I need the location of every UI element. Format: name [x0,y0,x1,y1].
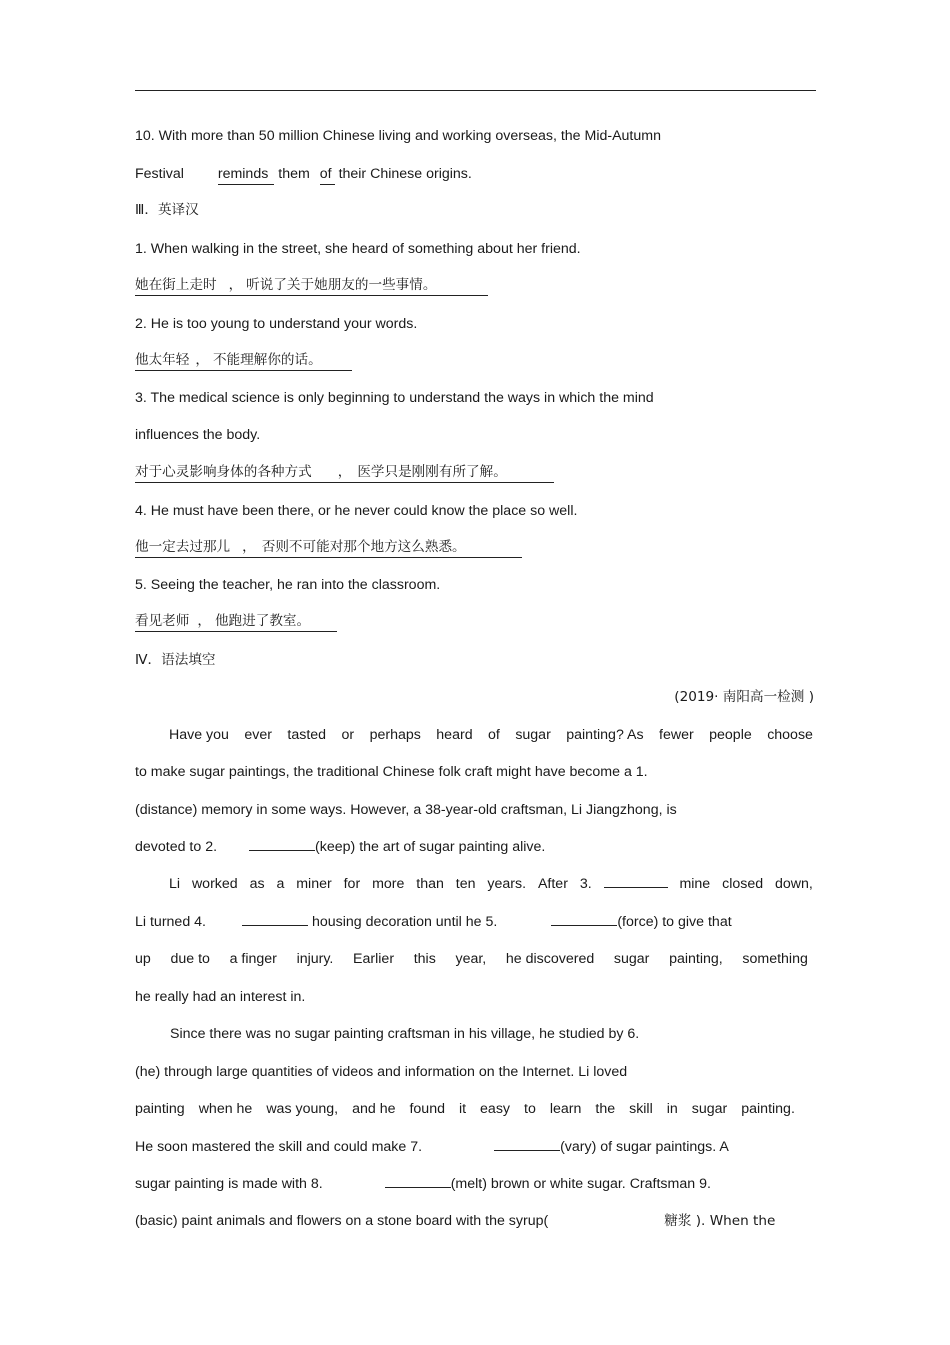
passage-word: painting. [741,1101,795,1117]
passage-p2-line3 [135,950,808,968]
passage-word: perhaps [369,727,421,743]
q10-answer-1: reminds [218,165,274,185]
passage-p3-line4: He soon mastered the skill and could make 7. (vary) of sugar paintings. A [135,1139,729,1155]
passage-word: painting [135,1101,185,1117]
passage-p2-line2: Li turned 4. housing decoration until he 5. (force) to give that [135,914,732,930]
passage-word: something [742,951,808,967]
passage-word: painting? As [566,727,644,743]
passage-word: choose [767,727,813,743]
q10-line1: 10. With more than 50 million Chinese living and working overseas, the Mid-Autumn [135,128,661,144]
passage-word: due to [170,951,210,967]
passage-word: in [666,1101,678,1117]
passage-word: heard [436,727,473,743]
passage-word: worked [191,876,238,892]
passage-word: to [524,1101,536,1117]
passage-word: a finger [229,951,277,967]
passage-word: easy [480,1101,511,1117]
passage-word: mine [679,876,711,892]
blank-7[interactable] [494,1138,560,1151]
header-rule [135,90,816,91]
passage-p3-line6: (basic) paint animals and flowers on a stone board with the syrup( 糖浆 ). When the [135,1213,776,1229]
passage-word: tasted [287,727,327,743]
translation-3-cn: 对于心灵影响身体的各种方式 ， 医学只是刚刚有所了解。 [135,463,554,483]
passage-word: Earlier [353,951,395,967]
passage-word: up [135,951,151,967]
passage-source: (2019· 南阳高一检测 ) [674,689,814,705]
blank-4[interactable] [242,913,308,926]
translation-5-en: 5. Seeing the teacher, he ran into the classroom. [135,577,441,593]
passage-word: more [372,876,405,892]
blank-8[interactable] [385,1175,451,1188]
passage-word: the [595,1101,616,1117]
passage-word: year, [455,951,487,967]
passage-word: injury. [296,951,334,967]
passage-word: painting, [669,951,723,967]
q10-post: their Chinese origins. [338,166,472,182]
translation-3-en-line2: influences the body. [135,427,261,443]
passage-word: ever [244,727,272,743]
passage-word: he discovered [505,951,595,967]
translation-3-en-line1: 3. The medical science is only beginning to understand the ways in which the mind [135,390,654,406]
passage-word: of [488,727,500,743]
passage-p3-line1: Since there was no sugar painting craftsman in his village, he studied by 6. [170,1026,640,1042]
passage-word: sugar [515,727,551,743]
translation-4-cn: 他一定去过那儿 ， 否则不可能对那个地方这么熟悉。 [135,538,522,558]
passage-word: found [409,1101,445,1117]
passage-word: or [341,727,355,743]
passage-p1-line2: to make sugar paintings, the traditional Chinese folk craft might have become a 1. [135,764,648,780]
passage-p3-line3 [135,1100,795,1118]
translation-1-cn: 她在街上走时 ， 听说了关于她朋友的一些事情。 [135,276,488,296]
passage-word: After [537,876,568,892]
passage-word: years. [487,876,527,892]
q10-mid: them [278,166,310,182]
passage-word: and he [352,1101,396,1117]
blank-2[interactable] [249,838,315,851]
passage-p1-line4: devoted to 2. (keep) the art of sugar painting alive. [135,839,546,855]
passage-p3-line5: sugar painting is made with 8. (melt) brown or white sugar. Craftsman 9. [135,1176,711,1192]
passage-word: Li [169,876,181,892]
translation-4-en: 4. He must have been there, or he never could know the place so well. [135,503,578,519]
passage-p3-line2: (he) through large quantities of videos and information on the Internet. Li loved [135,1064,628,1080]
q10-pre: Festival [135,166,184,182]
passage-word: ten [455,876,476,892]
passage-word: down, [775,876,813,892]
section-3-title: Ⅲ．英译汉 [135,202,199,218]
passage-word: Have you [169,727,229,743]
passage-word: a [276,876,285,892]
passage-p1-line3: (distance) memory in some ways. However, a 38-year-old craftsman, Li Jiangzhong, is [135,802,677,818]
blank-5[interactable] [551,913,617,926]
passage-word: fewer [659,727,694,743]
passage-p1-line1 [169,726,813,744]
passage-word: was young, [266,1101,339,1117]
passage-word: than [416,876,444,892]
passage-word: people [709,727,752,743]
passage-word: learn [549,1101,582,1117]
passage-word: when he [198,1101,253,1117]
translation-5-cn: 看见老师 ， 他跑进了教室。 [135,612,337,632]
passage-word: closed [722,876,764,892]
passage-p2-line1 [169,875,813,893]
passage-word: sugar [691,1101,728,1117]
translation-2-en: 2. He is too young to understand your words. [135,316,418,332]
passage-word: sugar [613,951,650,967]
blank-3[interactable] [604,875,668,888]
passage-word: 3. [579,876,592,892]
q10-answer-2: of [320,165,335,185]
translation-2-cn: 他太年轻 ， 不能理解你的话。 [135,351,352,371]
passage-word: this [413,951,436,967]
q10-line2 [135,165,472,185]
passage-word: as [249,876,265,892]
translation-1-en: 1. When walking in the street, she heard of something about her friend. [135,241,581,257]
passage-p2-line4: he really had an interest in. [135,989,306,1005]
passage-word: skill [629,1101,653,1117]
section-4-title: Ⅳ．语法填空 [135,652,216,668]
passage-word: it [458,1101,467,1117]
passage-word: for [343,876,361,892]
passage-word: miner [296,876,332,892]
